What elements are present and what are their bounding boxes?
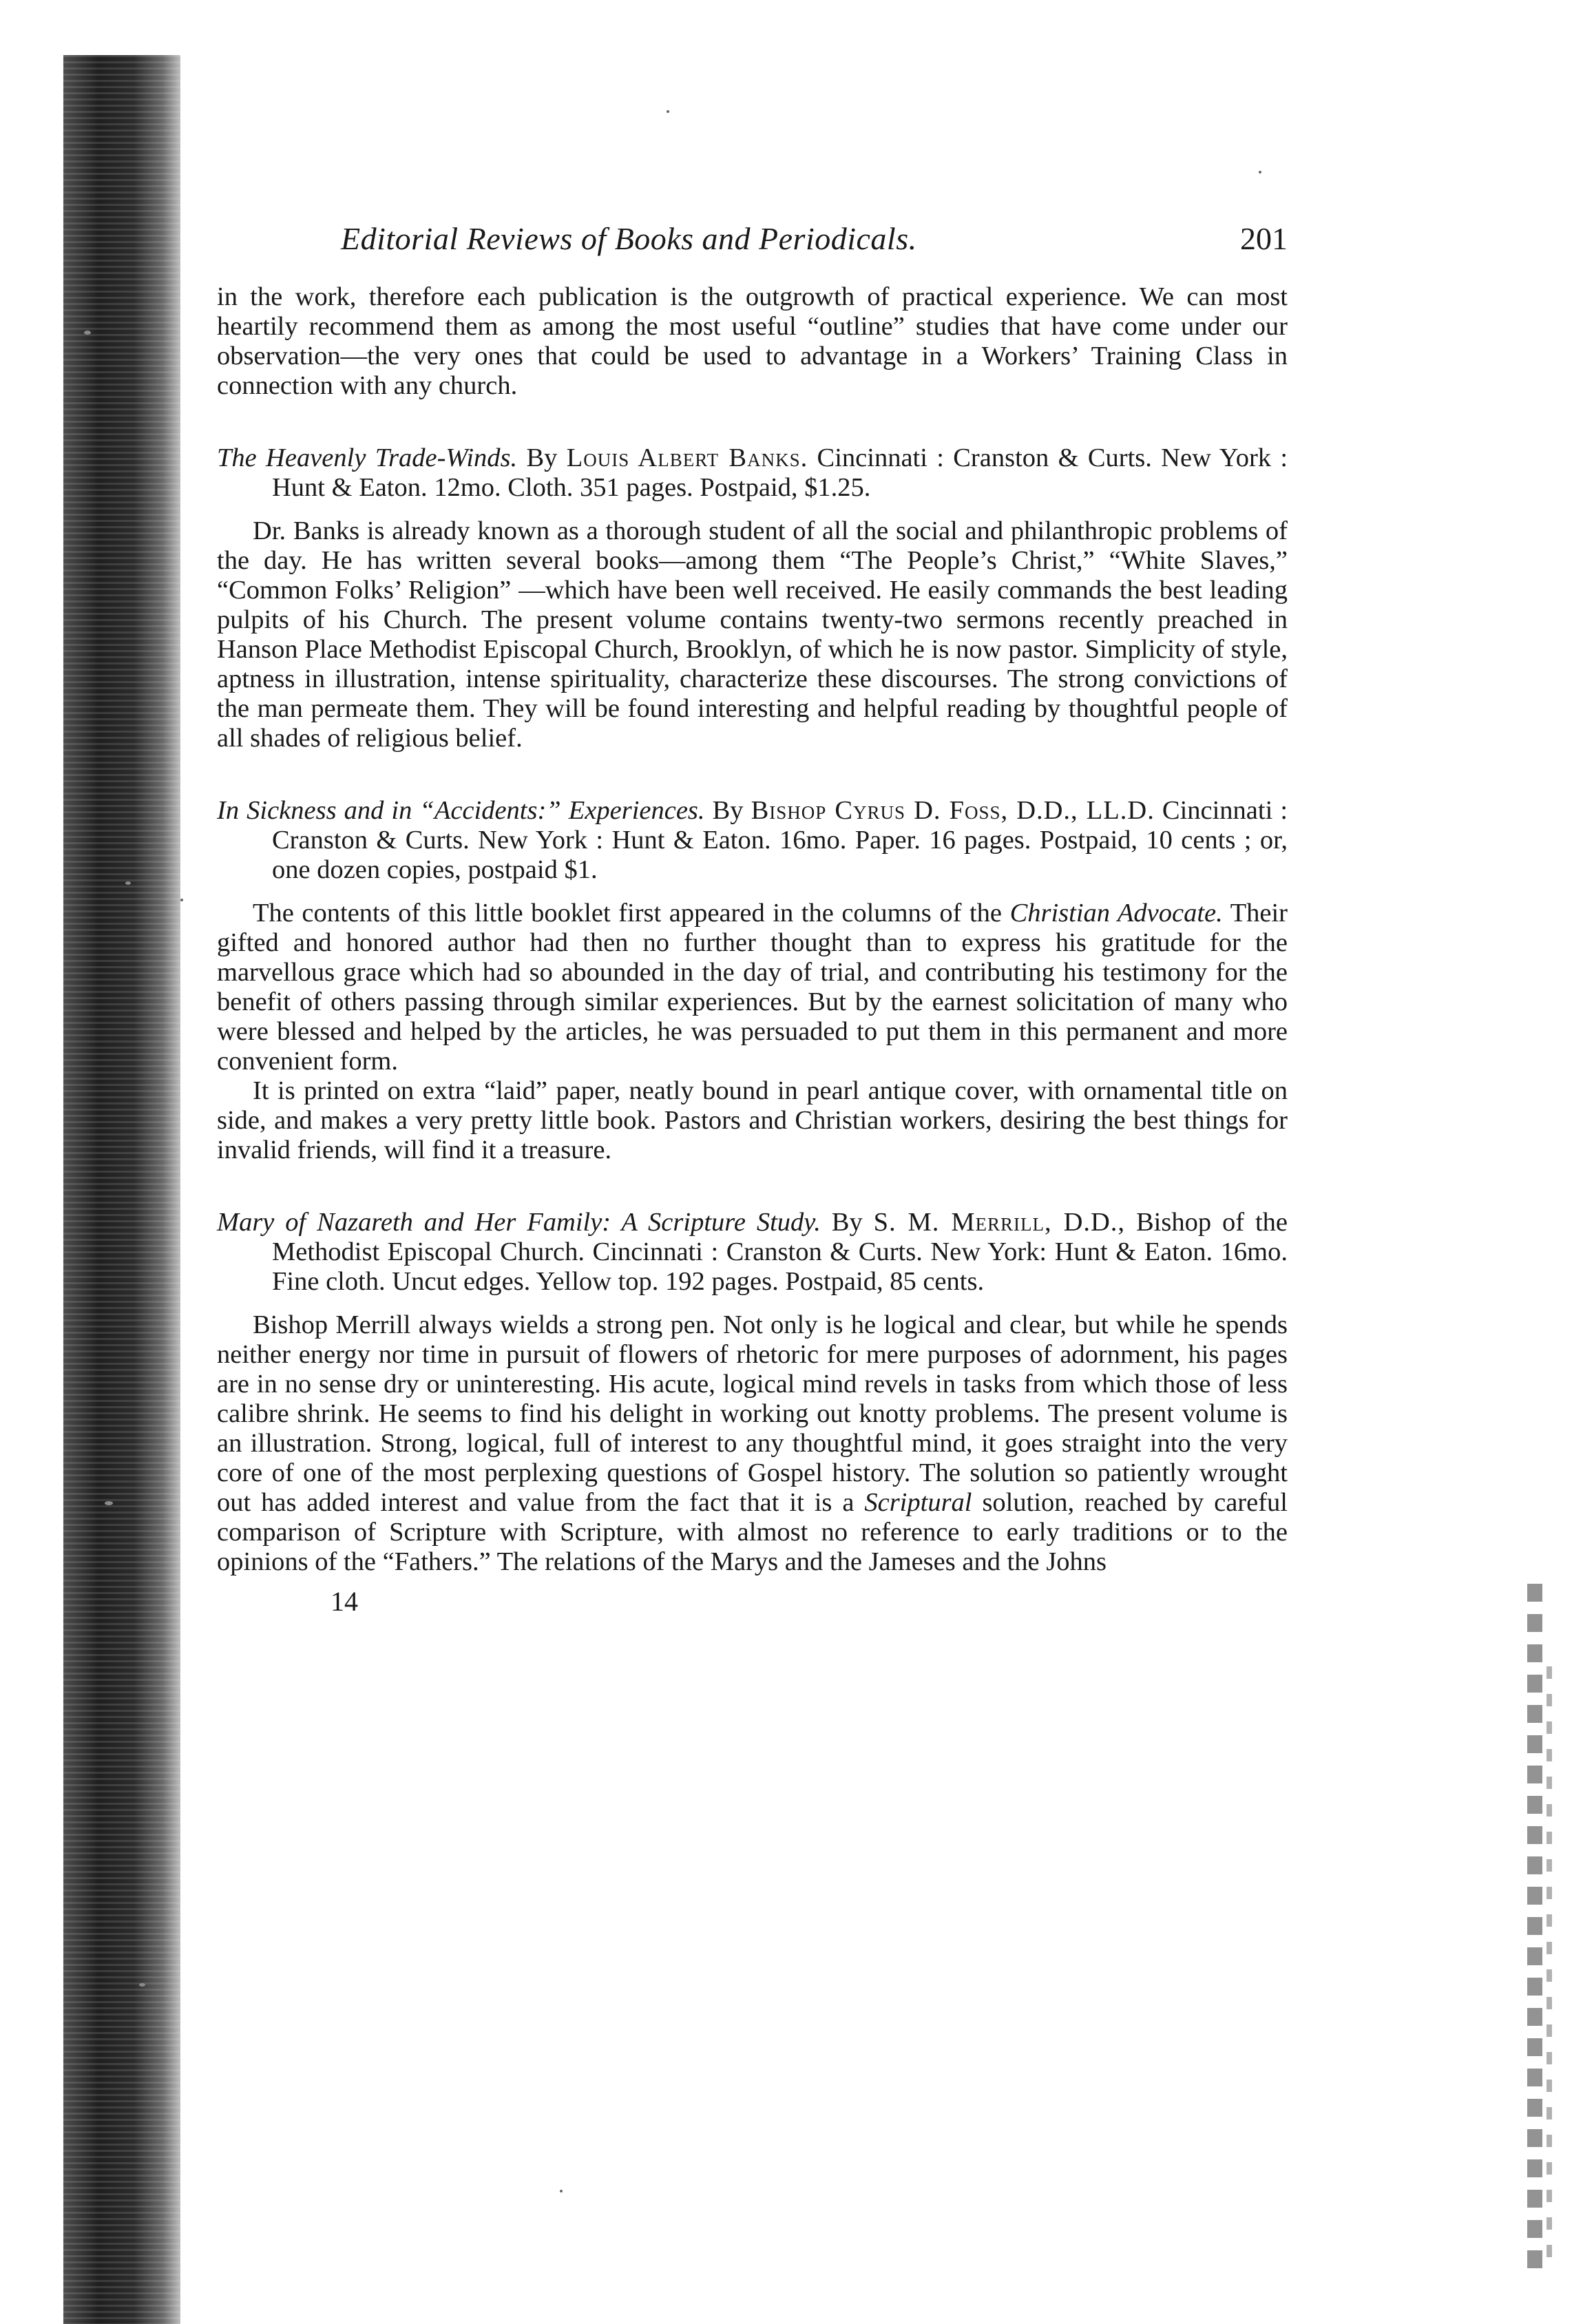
by-word: By <box>712 796 744 825</box>
book-author: Bishop Cyrus D. Foss, D.D., LL.D. <box>751 796 1155 825</box>
review-heading <box>217 1208 1288 1297</box>
review-body <box>217 899 1288 1076</box>
scan-speck <box>1259 171 1261 174</box>
by-word: By <box>526 443 558 472</box>
review-body: It is printed on extra “laid” paper, neatly bound in pearl antique cover, with ornamental title on side, and makes a very pretty little book. Pastors and Christian workers, desiring the best things for invalid friends, will find it a treasure. <box>217 1076 1288 1164</box>
book-spine-shadow <box>63 55 180 2324</box>
review-heading <box>217 796 1288 885</box>
running-head-title: Editorial Reviews of Books and Periodicals. <box>341 221 917 256</box>
page-number: 201 <box>1240 221 1288 256</box>
book-author: S. M. Merrill, D.D., <box>873 1208 1126 1237</box>
book-title: In Sickness and in “Accidents:” Experiences. <box>217 796 705 825</box>
emphasis-word: Scriptural <box>864 1488 972 1517</box>
running-head <box>217 220 1288 282</box>
book-title: Mary of Nazareth and Her Family: A Scripture Study. <box>217 1208 821 1237</box>
review-heading <box>217 443 1288 503</box>
book-details: Cincinnati : Cranston & Curts. New York : Hunt & Eaton. 16mo. Paper. 16 pages. Postpaid, 10 cents ; or, one dozen copies, postpaid $1. <box>272 796 1288 884</box>
book-page <box>217 220 1288 1618</box>
review-body <box>217 1310 1288 1577</box>
scan-speck <box>667 110 669 113</box>
review-body-text: Bishop Merrill always wields a strong pen. Not only is he logical and clear, but while he spends neither energy nor time in pursuit of flowers of rhetoric for mere purposes of adornment, his pages are in no sense dry or uninteresting. His acute, logical mind revels in tasks from which those of less calibre shrink. He seems to find his delight in working out knotty problems. The present volume is an illustration. Strong, logical, full of interest to any thoughtful mind, it goes straight into the very core of one of the most perplexing questions of Gospel history. The solution so patiently wrought out has added interest and value from the fact that it is a <box>217 1310 1288 1517</box>
book-details: Cincinnati : Cranston & Curts. New York : Hunt & Eaton. 12mo. Cloth. 351 pages. Postpaid, $1.25. <box>272 443 1288 502</box>
book-details: Bishop of the Methodist Episcopal Church. Cincinnati : Cranston & Curts. New York: Hunt & Eaton. 16mo. Fine cloth. Uncut edges. Yellow top. 192 pages. Postpaid, 85 cents. <box>272 1208 1288 1296</box>
scan-speck <box>560 2190 563 2192</box>
review-body-text: The contents of this little booklet first appeared in the columns of the <box>253 899 1002 928</box>
page-edge-marks <box>1527 1584 1542 2279</box>
periodical-title: Christian Advocate. <box>1009 899 1223 928</box>
book-title: The Heavenly Trade-Winds. <box>217 443 518 472</box>
page-edge-marks-secondary <box>1547 1666 1552 2272</box>
scan-speck <box>180 899 183 901</box>
review-body-text: solution, reached by careful comparison of Scripture with Scripture, with almost no reference to early traditions or to the opinions of the “Fathers.” The relations of the Marys and the Jameses and the Johns <box>217 1488 1288 1576</box>
review-body: Dr. Banks is already known as a thorough student of all the social and philanthropic problems of the day. He has written several books—among them “The People’s Christ,” “White Slaves,” “Common Folks’ Religion” —which have been well received. He easily commands the best leading pulpits of his Church. The present volume contains twenty-two sermons recently preached in Hanson Place Methodist Episcopal Church, Brooklyn, of which he is now pastor. Simplicity of style, aptness in illustration, intense spirituality, characterize these discourses. The strong convictions of the man permeate them. They will be found interesting and helpful reading by thoughtful people of all shades of religious belief. <box>217 516 1288 753</box>
review-body-text: Their gifted and honored author had then no further thought than to express his gratitude for the marvellous grace which had so abounded in the day of trial, and contributing his testimony for the benefit of others passing through similar experiences. But by the earnest solicitation of many who were blessed and helped by the articles, he was persuaded to put them in this permanent and more convenient form. <box>217 899 1288 1076</box>
by-word: By <box>831 1208 863 1237</box>
book-author: Louis Albert Banks. <box>566 443 808 472</box>
signature-mark: 14 <box>331 1586 358 1617</box>
continued-paragraph: in the work, therefore each publication is the outgrowth of practical experience. We can most heartily recommend them as among the most useful “outline” studies that have come under our observation—the very ones that could be used to advantage in a Workers’ Training Class in connection with any church. <box>217 282 1288 400</box>
